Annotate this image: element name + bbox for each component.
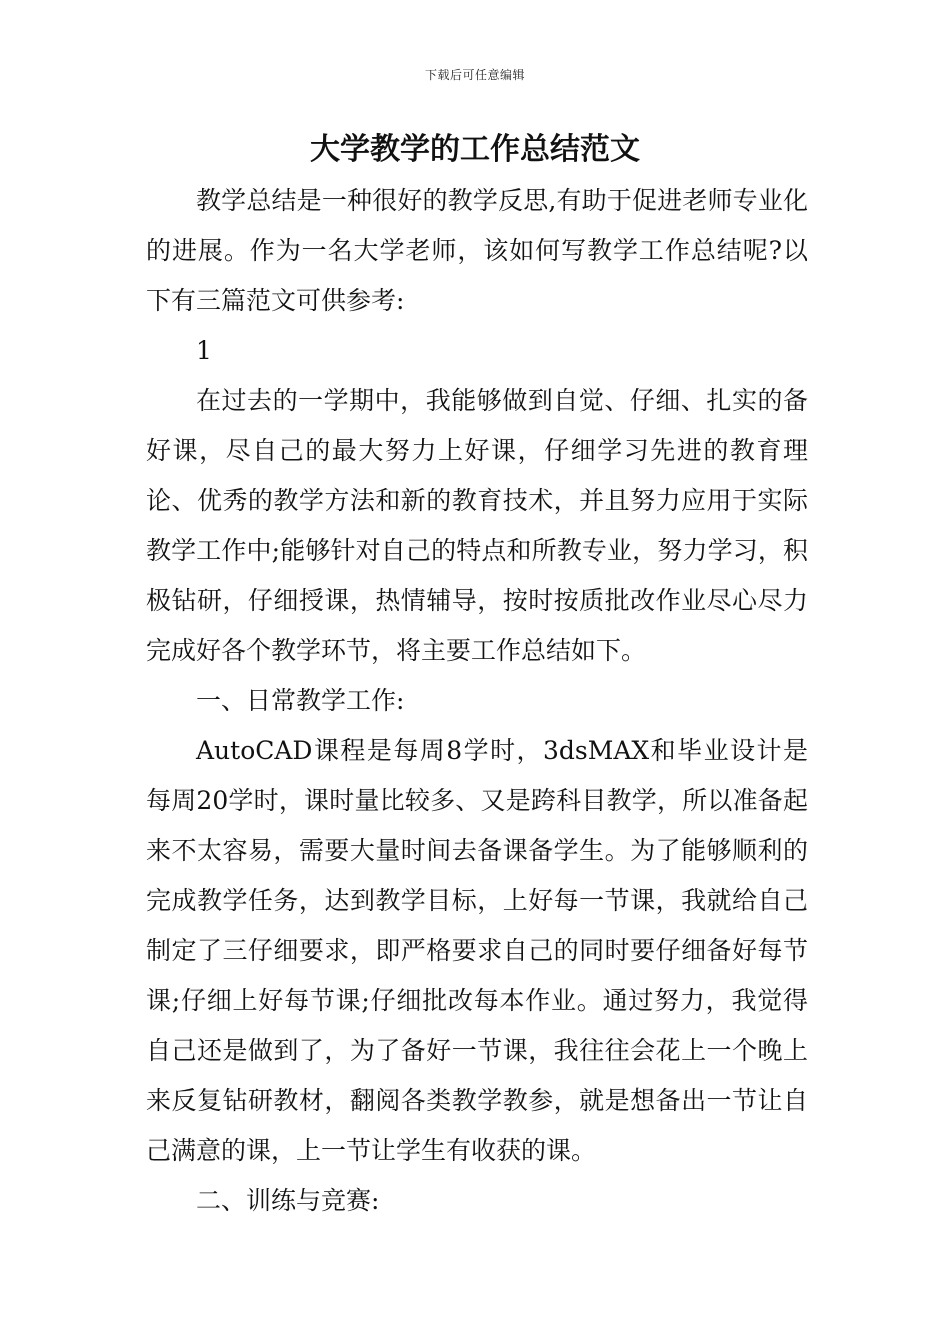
page-header-note: 下载后可任意编辑 [424,68,525,82]
document-body [146,176,808,1226]
paragraph-daily-teaching: AutoCAD课程是每周8学时，3dsMAX和毕业设计是每周20学时，课时量比较多、又是跨科目教学，所以准备起来不太容易，需要大量时间去备课备学生。为了能够顺利的完成教学任务，达到教学目标，上好每一节课，我就给自己制定了三仔细要求，即严格要求自己的同时要仔细备好每节课;仔细上好每节课;仔细批改每本作业。通过努力，我觉得自己还是做到了，为了备好一节课，我往往会花上一个晚上来反复钻研教材，翻阅各类教学教参，就是想备出一节让自己满意的课，上一节让学生有收获的课。 [146,736,808,1165]
heading-daily-teaching: 一、日常教学工作: [196,686,405,715]
paragraph-intro: 教学总结是一种很好的教学反思,有助于促进老师专业化的进展。作为一名大学老师，该如何写教学工作总结呢?以下有三篇范文可供参考: [146,186,808,315]
heading-training-competition: 二、训练与竞赛: [196,1186,380,1215]
paragraph-overview: 在过去的一学期中，我能够做到自觉、仔细、扎实的备好课，尽自己的最大努力上好课，仔细学习先进的教育理论、优秀的教学方法和新的教育技术，并且努力应用于实际教学工作中;能够针对自己的特点和所教专业，努力学习，积极钻研，仔细授课，热情辅导，按时按质批改作业尽心尽力完成好各个教学环节，将主要工作总结如下。 [146,386,808,665]
paragraph-section-number: 1 [196,336,212,365]
document-title: 大学教学的工作总结范文 [310,132,640,167]
